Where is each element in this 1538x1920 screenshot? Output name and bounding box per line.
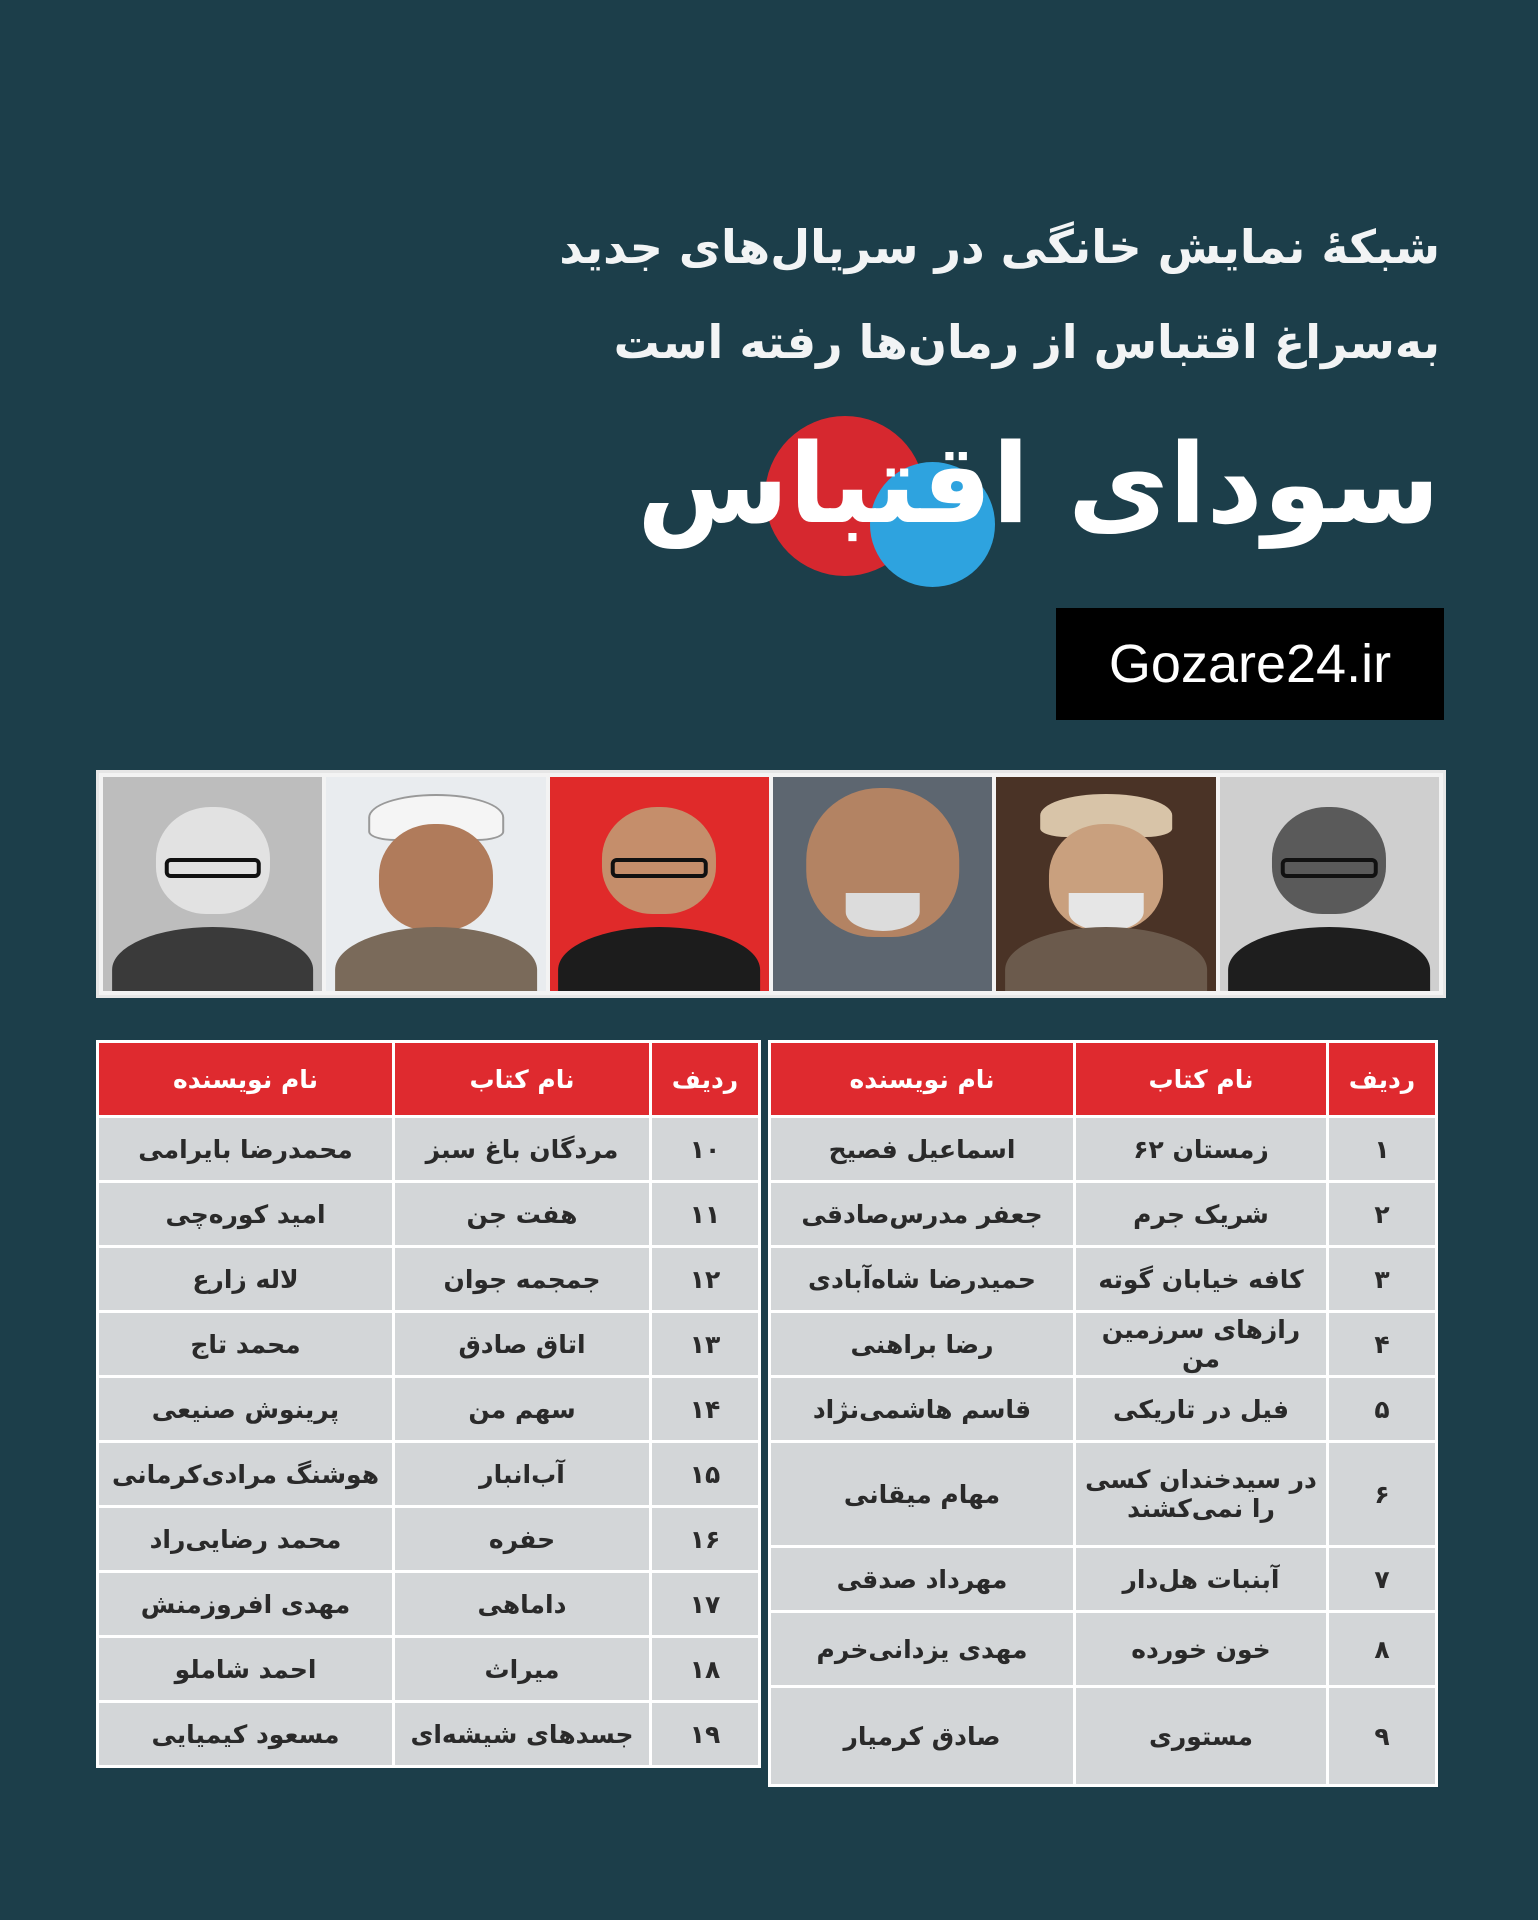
- cell-book: شریک جرم: [1076, 1183, 1326, 1245]
- table-header-row: [99, 1043, 758, 1115]
- cell-book: هفت جن: [395, 1183, 649, 1245]
- cell-author: احمد شاملو: [99, 1638, 392, 1700]
- author-photo: [103, 777, 322, 991]
- book-table-left: [96, 1040, 761, 1768]
- cell-book: اتاق صادق: [395, 1313, 649, 1375]
- cell-book: داماهی: [395, 1573, 649, 1635]
- cell-author: محمد رضایی‌راد: [99, 1508, 392, 1570]
- cell-num: ۴: [1329, 1313, 1435, 1375]
- cell-num: ۱۳: [652, 1313, 758, 1375]
- cell-book: فیل در تاریکی: [1076, 1378, 1326, 1440]
- headline-title-part1: سودای: [1029, 420, 1440, 548]
- cell-author: محمد تاج: [99, 1313, 392, 1375]
- cell-num: ۱۵: [652, 1443, 758, 1505]
- table-row: [771, 1443, 1435, 1545]
- book-table-right: [768, 1040, 1438, 1787]
- cell-num: ۱۰: [652, 1118, 758, 1180]
- cell-book: میراث: [395, 1638, 649, 1700]
- cell-author: صادق کرمیار: [771, 1688, 1073, 1784]
- cell-num: ۷: [1329, 1548, 1435, 1610]
- cell-author: مسعود کیمیایی: [99, 1703, 392, 1765]
- cell-author: لاله زارع: [99, 1248, 392, 1310]
- cell-num: ۲: [1329, 1183, 1435, 1245]
- cell-author: محمدرضا بایرامی: [99, 1118, 392, 1180]
- cell-book: جمجمه جوان: [395, 1248, 649, 1310]
- cell-book: خون خورده: [1076, 1613, 1326, 1685]
- table-row: [99, 1508, 758, 1570]
- cell-book: کافه خیابان گوته: [1076, 1248, 1326, 1310]
- cell-num: ۱۱: [652, 1183, 758, 1245]
- table-row: [771, 1313, 1435, 1375]
- cell-author: هوشنگ مرادی‌کرمانی: [99, 1443, 392, 1505]
- cell-author: امید کوره‌چی: [99, 1183, 392, 1245]
- cell-num: ۵: [1329, 1378, 1435, 1440]
- cell-book: مردگان باغ سبز: [395, 1118, 649, 1180]
- author-photo: [550, 777, 769, 991]
- cell-num: ۱۹: [652, 1703, 758, 1765]
- cell-author: رضا براهنی: [771, 1313, 1073, 1375]
- table-row: [99, 1118, 758, 1180]
- table-header-row: [771, 1043, 1435, 1115]
- headline-logo: [636, 400, 1440, 600]
- site-watermark: Gozare24.ir: [1056, 608, 1444, 720]
- table-row: [99, 1378, 758, 1440]
- cell-book: در سیدخندان کسی را نمی‌کشند: [1076, 1443, 1326, 1545]
- author-photo: [773, 777, 992, 991]
- cell-book: حفره: [395, 1508, 649, 1570]
- author-photo-strip: [96, 770, 1446, 998]
- cell-num: ۱۸: [652, 1638, 758, 1700]
- header-author: نام نویسنده: [771, 1043, 1073, 1115]
- author-photo: [996, 777, 1215, 991]
- headline-title: [637, 420, 1440, 548]
- table-row: [771, 1378, 1435, 1440]
- table-row: [771, 1248, 1435, 1310]
- table-row: [99, 1183, 758, 1245]
- subtitle-line-1: شبکهٔ نمایش خانگی در سریال‌های جدید: [559, 220, 1440, 274]
- author-photo: [1220, 777, 1439, 991]
- header-book: نام کتاب: [1076, 1043, 1326, 1115]
- cell-author: پرینوش صنیعی: [99, 1378, 392, 1440]
- cell-num: ۱: [1329, 1118, 1435, 1180]
- cell-num: ۱۷: [652, 1573, 758, 1635]
- cell-num: ۱۶: [652, 1508, 758, 1570]
- cell-author: حمیدرضا شاه‌آبادی: [771, 1248, 1073, 1310]
- table-row: [99, 1313, 758, 1375]
- table-row: [99, 1248, 758, 1310]
- cell-author: مهدی افروزمنش: [99, 1573, 392, 1635]
- subtitle-line-2: به‌سراغ اقتباس از رمان‌ها رفته است: [613, 315, 1440, 369]
- table-row: [99, 1638, 758, 1700]
- table-row: [771, 1688, 1435, 1784]
- header-author: نام نویسنده: [99, 1043, 392, 1115]
- cell-num: ۳: [1329, 1248, 1435, 1310]
- table-row: [771, 1548, 1435, 1610]
- cell-author: مهرداد صدقی: [771, 1548, 1073, 1610]
- cell-num: ۸: [1329, 1613, 1435, 1685]
- header-num: ردیف: [1329, 1043, 1435, 1115]
- cell-num: ۶: [1329, 1443, 1435, 1545]
- cell-num: ۹: [1329, 1688, 1435, 1784]
- header-book: نام کتاب: [395, 1043, 649, 1115]
- author-photo: [326, 777, 545, 991]
- cell-author: جعفر مدرس‌صادقی: [771, 1183, 1073, 1245]
- cell-author: اسماعیل فصیح: [771, 1118, 1073, 1180]
- headline-title-part2: اقتباس: [636, 420, 1030, 548]
- cell-book: سهم من: [395, 1378, 649, 1440]
- table-row: [771, 1183, 1435, 1245]
- cell-book: آب‌انبار: [395, 1443, 649, 1505]
- cell-book: زمستان ۶۲: [1076, 1118, 1326, 1180]
- cell-book: جسدهای شیشه‌ای: [395, 1703, 649, 1765]
- cell-author: قاسم هاشمی‌نژاد: [771, 1378, 1073, 1440]
- header-num: ردیف: [652, 1043, 758, 1115]
- cell-book: آبنبات هل‌دار: [1076, 1548, 1326, 1610]
- table-row: [99, 1703, 758, 1765]
- cell-book: رازهای سرزمین من: [1076, 1313, 1326, 1375]
- cell-num: ۱۲: [652, 1248, 758, 1310]
- table-row: [99, 1573, 758, 1635]
- table-row: [771, 1613, 1435, 1685]
- cell-author: مهدی یزدانی‌خرم: [771, 1613, 1073, 1685]
- table-row: [771, 1118, 1435, 1180]
- cell-num: ۱۴: [652, 1378, 758, 1440]
- cell-author: مهام میقانی: [771, 1443, 1073, 1545]
- cell-book: مستوری: [1076, 1688, 1326, 1784]
- table-row: [99, 1443, 758, 1505]
